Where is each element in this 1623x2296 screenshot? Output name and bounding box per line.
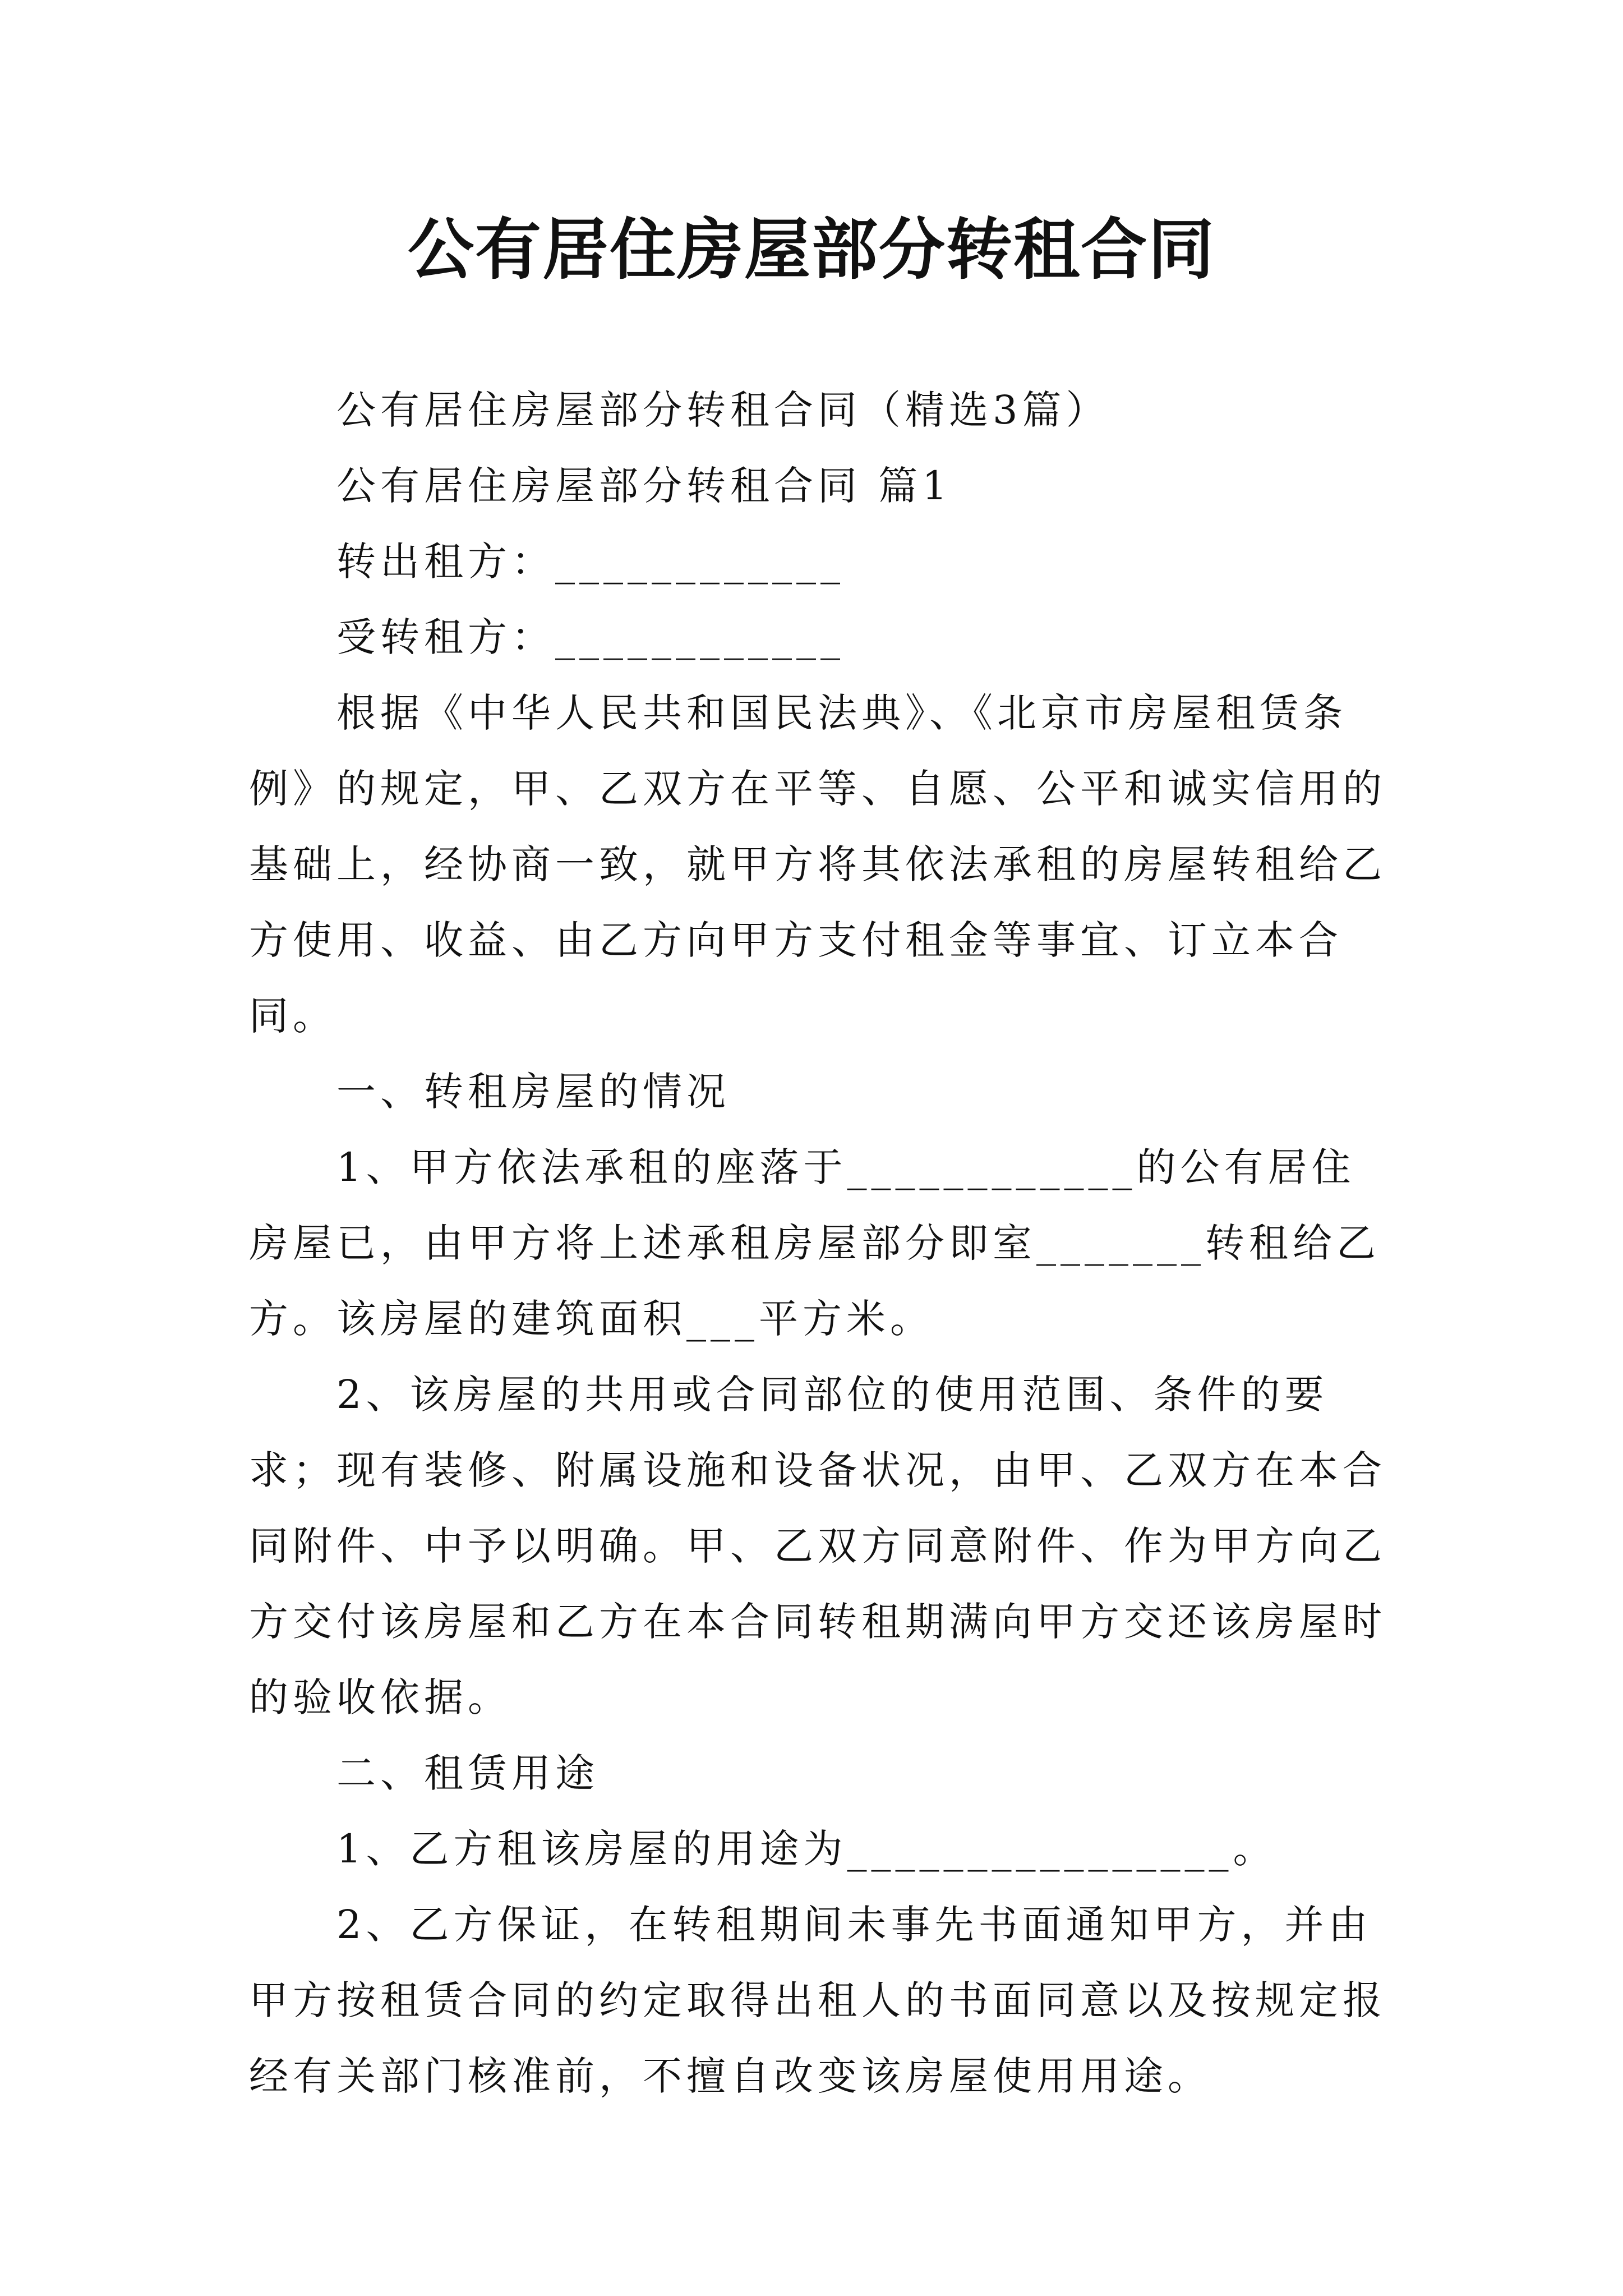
clause-heading-1: 一、转租房屋的情况 [336,1069,730,1115]
document-body [249,372,1393,2114]
subtitle-paragraph: 公有居住房屋部分转租合同（精选3篇） [336,387,1110,433]
clause-1-1: 1、甲方依法承租的座落于____________的公有居住房屋已，由甲方将上述承租房屋部分即室_______转租给乙方。该房屋的建筑面积___平方米。 [249,1144,1380,1342]
document-title: 公有居住房屋部分转租合同 [407,211,1215,288]
clause-2-1: 1、乙方租该房屋的用途为________________。 [336,1826,1277,1872]
section-heading: 公有居住房屋部分转租合同 篇1 [336,463,952,509]
clause-1-2: 2、该房屋的共用或合同部位的使用范围、条件的要求；现有装修、附属设施和设备状况，由甲、乙双方在本合同附件、中予以明确。甲、乙双方同意附件、作为甲方向乙方交付该房屋和乙方在本合同转租期满向甲方交还该房屋时的验收依据。 [249,1372,1386,1720]
party-a-line: 转出租方：____________ [336,539,845,585]
preamble-paragraph: 根据《中华人民共和国民法典》、《北京市房屋租赁条例》的规定，甲、乙双方在平等、自愿、公平和诚实信用的基础上，经协商一致，就甲方将其依法承租的房屋转租给乙方使用、收益、由乙方向甲方支付租金等事宜、订立本合同。 [249,690,1386,1039]
clause-heading-2: 二、租赁用途 [336,1750,599,1796]
party-b-line: 受转租方：____________ [336,614,845,660]
clause-2-2: 2、乙方保证，在转租期间未事先书面通知甲方，并由甲方按租赁合同的约定取得出租人的书面同意以及按规定报经有关部门核准前，不擅自改变该房屋使用用途。 [249,1902,1386,2099]
